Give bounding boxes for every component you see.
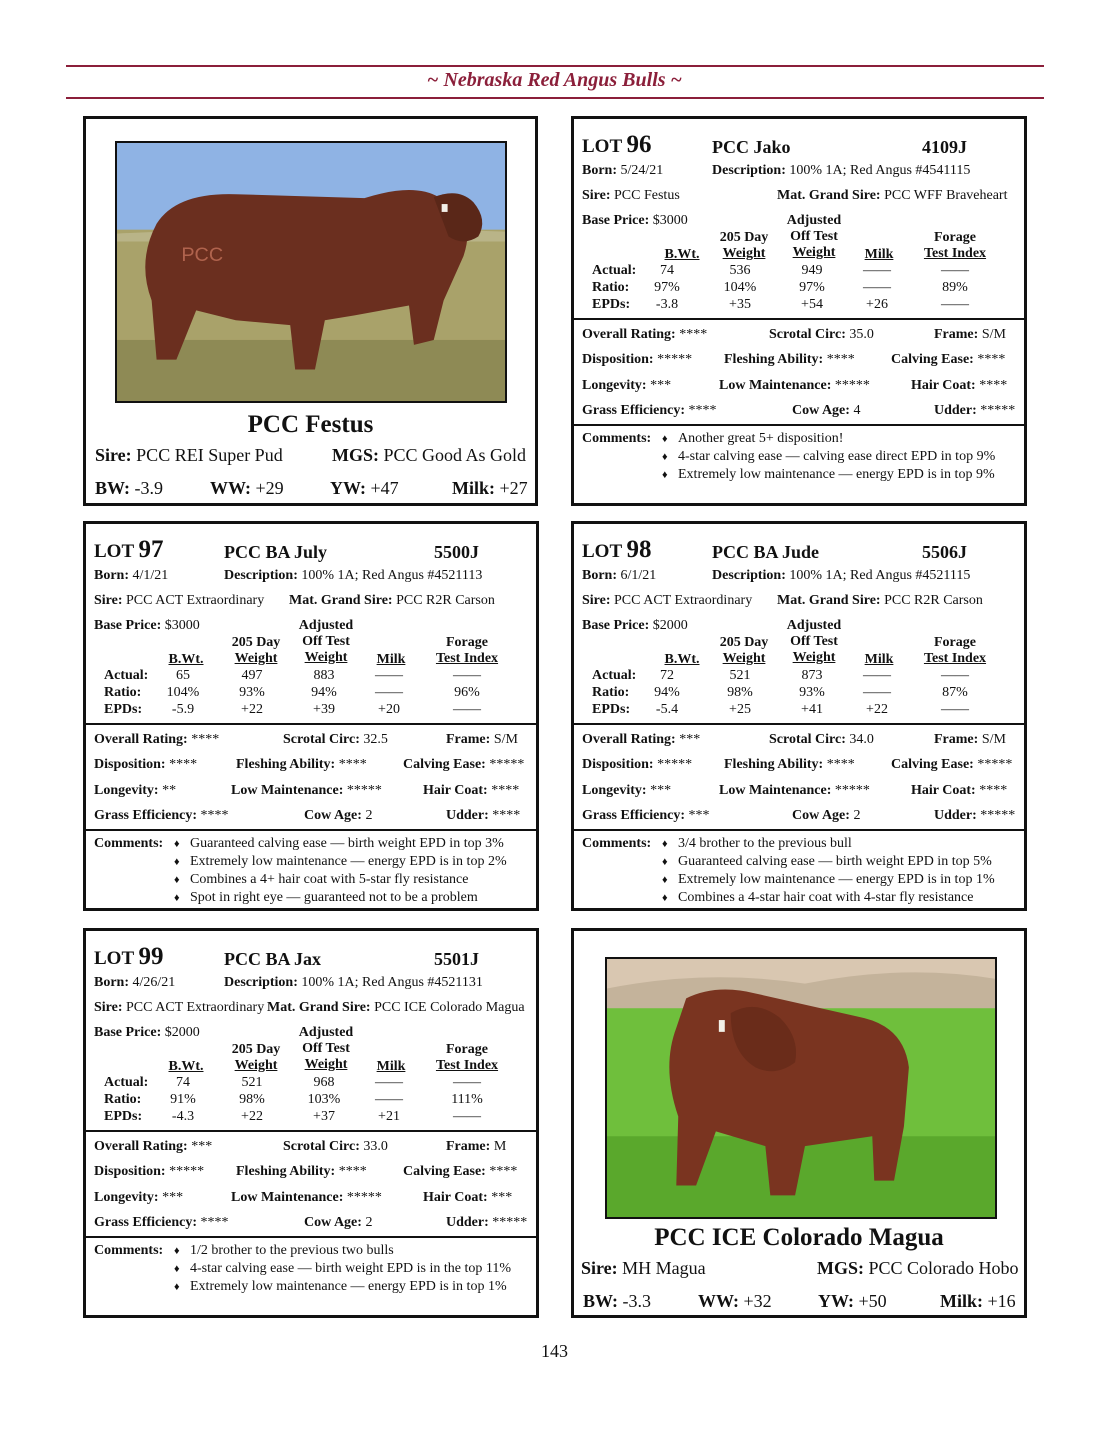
epds-label: EPDs: [104,1109,143,1124]
longevity: Longevity: *** [582,783,672,798]
epd-205: +22 [241,702,263,717]
sire-line-magua [581,1258,706,1279]
actual-forage: —— [941,263,969,278]
epds-label: EPDs: [592,297,631,312]
calving-ease: Calving Ease: ***** [891,757,1013,772]
hair-coat: Hair Coat: **** [423,783,520,798]
grass-efficiency: Grass Efficiency: **** [94,808,229,823]
disposition: Disposition: ***** [582,757,693,772]
comments-label: Comments: [94,1243,164,1258]
lot-number: LOT 99 [94,943,164,970]
born-row: Born: 4/1/21 Description: 100% 1A; Red Angus #4521113 [94,568,483,583]
ww-magua: WW: +32 [698,1291,772,1311]
udder: Udder: ***** [934,403,1016,418]
frame: Frame: S/M [934,327,1006,342]
actual-bwt: 65 [176,668,190,683]
born-row: Born: 5/24/21 Description: 100% 1A; Red Angus #4541115 [582,163,971,178]
lot-name: PCC BA Jude [712,542,820,562]
bw-magua: BW: -3.3 [583,1291,652,1311]
cow-age: Cow Age: 2 [792,808,861,823]
ratio-forage: 111% [451,1092,483,1107]
comment-item: ♦ Extremely low maintenance — energy EPD is in top 9% [662,467,995,482]
lot-number: LOT 97 [94,536,164,563]
comment-item: ♦ Combines a 4-star hair coat with 4-star fly resistance [662,890,974,905]
grass-efficiency: Grass Efficiency: **** [582,403,717,418]
mgs-value: PCC Colorado Hobo [868,1258,1019,1278]
actual-205: 536 [729,263,751,278]
scrotal-circ: Scrotal Circ: 32.5 [283,732,388,747]
longevity: Longevity: ** [94,783,177,798]
comment-item: ♦ Extremely low maintenance — energy EPD is in top 1% [174,1279,507,1294]
frame: Frame: S/M [446,732,518,747]
page-title: ~ Nebraska Red Angus Bulls ~ [427,69,682,91]
lot-box-96 [571,116,1027,506]
epd-bwt: -3.8 [655,297,679,312]
comment-item: ♦ Extremely low maintenance — energy EPD is in top 1% [662,872,995,887]
ratio-205: 104% [723,280,757,295]
comment-item: ♦ 4-star calving ease — birth weight EPD is in the top 11% [174,1261,512,1276]
grass-efficiency: Grass Efficiency: *** [582,808,710,823]
ratio-label: Ratio: [104,1092,142,1107]
col-milk: Milk [864,652,894,667]
col-bwt: B.Wt. [168,1059,204,1074]
ratio-milk: —— [375,685,403,700]
epd-milk: +20 [378,702,400,717]
ratio-bwt: 97% [654,280,680,295]
epd-adj: +41 [801,702,823,717]
lot-name: PCC Jako [712,137,791,157]
lot-tag: 5500J [434,542,479,562]
mgs-label: MGS: [332,445,379,465]
sire-label: Sire: [581,1258,618,1278]
lot-name: PCC BA Jax [224,949,322,969]
frame: Frame: S/M [934,732,1006,747]
comment-item: ♦ Combines a 4+ hair coat with 5-star fly resistance [174,872,469,887]
actual-205: 497 [241,668,263,683]
udder: Udder: **** [446,808,521,823]
epd-forage: —— [941,297,969,312]
col-milk: Milk [376,1059,406,1074]
actual-label: Actual: [592,263,637,278]
col-adjusted: Adjusted Off Test Weight [298,618,354,665]
udder: Udder: ***** [934,808,1016,823]
low-maintenance: Low Maintenance: ***** [719,378,870,393]
actual-label: Actual: [104,1075,149,1090]
sire-box-festus [83,116,538,506]
epd-milk: +26 [866,297,888,312]
col-205: 205 Day Weight [719,230,769,261]
col-adjusted: Adjusted Off Test Weight [298,1025,354,1072]
actual-adj: 873 [801,668,823,683]
col-205: 205 Day Weight [231,635,281,666]
col-milk: Milk [864,247,894,262]
disposition: Disposition: **** [94,757,198,772]
base-price-row: Base Price: $2000 [94,1025,200,1040]
epds-label: EPDs: [104,702,143,717]
scrotal-circ: Scrotal Circ: 33.0 [283,1139,388,1154]
comment-item: ♦ 4-star calving ease — calving ease direct EPD in top 9% [662,449,996,464]
sire-row: Sire: PCC ACT Extraordinary Mat. Grand Sire: PCC R2R Carson [94,593,495,608]
ratio-adj: 97% [799,280,825,295]
divider [574,829,1024,831]
comment-item: ♦ Spot in right eye — guaranteed not to be a problem [174,890,478,905]
sire-row: Sire: PCC ACT Extraordinary Mat. Grand Sire: PCC ICE Colorado Magua [94,1000,525,1015]
ratio-bwt: 91% [170,1092,196,1107]
divider [86,829,536,831]
actual-milk: —— [863,668,891,683]
bull-photo-magua [605,957,997,1219]
lot-header [582,131,1016,163]
calving-ease: Calving Ease: **** [403,1164,518,1179]
sire-row: Sire: PCC ACT Extraordinary Mat. Grand Sire: PCC R2R Carson [582,593,983,608]
epd-bwt: -5.4 [655,702,679,717]
bull-photo-festus-image [117,143,505,401]
comments-label: Comments: [582,431,652,446]
ratio-205: 93% [239,685,265,700]
fleshing-ability: Fleshing Ability: **** [236,1164,367,1179]
longevity: Longevity: *** [94,1190,184,1205]
sire-box-magua [571,928,1027,1318]
actual-bwt: 72 [660,668,674,683]
photo-brand: PCC [181,244,224,267]
actual-milk: —— [375,1075,403,1090]
fleshing-ability: Fleshing Ability: **** [724,757,855,772]
epds-label: EPDs: [592,702,631,717]
overall-rating: Overall Rating: *** [582,732,701,747]
base-price-row: Base Price: $2000 [582,618,688,633]
lot-box-98 [571,521,1027,911]
disposition: Disposition: ***** [94,1164,205,1179]
col-forage: Forage Test Index [435,1042,499,1073]
lot-header [94,943,528,975]
epd-forage: —— [453,1109,481,1124]
ratio-205: 98% [727,685,753,700]
actual-milk: —— [375,668,403,683]
bull-photo-festus [115,141,507,403]
comments-label: Comments: [94,836,164,851]
yw-magua: YW: +50 [818,1291,887,1311]
comment-item: ♦ Guaranteed calving ease — birth weight EPD in top 5% [662,854,992,869]
base-price-row: Base Price: $3000 [94,618,200,633]
comment-item: ♦ Guaranteed calving ease — birth weight EPD in top 3% [174,836,504,851]
udder: Udder: ***** [446,1215,528,1230]
col-bwt: B.Wt. [664,652,700,667]
low-maintenance: Low Maintenance: ***** [231,783,382,798]
actual-label: Actual: [104,668,149,683]
sire-value: PCC REI Super Pud [136,445,283,465]
ratio-label: Ratio: [104,685,142,700]
comments-label: Comments: [582,836,652,851]
comment-item: ♦ 3/4 brother to the previous bull [662,836,852,851]
ratio-label: Ratio: [592,685,630,700]
ratio-bwt: 94% [654,685,680,700]
col-205: 205 Day Weight [719,635,769,666]
epd-bwt: -5.9 [171,702,195,717]
calving-ease: Calving Ease: ***** [403,757,525,772]
ratio-label: Ratio: [592,280,630,295]
milk-magua: Milk: +16 [940,1291,1016,1311]
divider [86,1236,536,1238]
ww-festus: WW: +29 [210,478,284,498]
actual-label: Actual: [592,668,637,683]
bull-photo-magua-image [607,959,995,1217]
header-rule-bottom [66,97,1044,99]
actual-205: 521 [729,668,751,683]
sire-name-festus: PCC Festus [247,411,374,438]
lot-box-97 [83,521,539,911]
ratio-forage: 87% [942,685,968,700]
base-price-row: Base Price: $3000 [582,213,688,228]
hair-coat: Hair Coat: **** [911,783,1008,798]
sire-value: MH Magua [622,1258,706,1278]
lot-header [94,536,528,568]
mgs-value: PCC Good As Gold [383,445,527,465]
comment-item: ♦ Another great 5+ disposition! [662,431,844,446]
overall-rating: Overall Rating: *** [94,1139,213,1154]
fleshing-ability: Fleshing Ability: **** [236,757,367,772]
milk-festus: Milk: +27 [452,478,528,498]
col-adjusted: Adjusted Off Test Weight [786,618,842,665]
actual-forage: —— [453,1075,481,1090]
col-forage: Forage Test Index [435,635,499,666]
divider [574,318,1024,320]
longevity: Longevity: *** [582,378,672,393]
scrotal-circ: Scrotal Circ: 34.0 [769,732,874,747]
born-row: Born: 4/26/21 Description: 100% 1A; Red Angus #4521131 [94,975,483,990]
calving-ease: Calving Ease: **** [891,352,1006,367]
divider [574,723,1024,725]
sire-label: Sire: [95,445,132,465]
epd-bwt: -4.3 [171,1109,195,1124]
ratio-bwt: 104% [166,685,200,700]
lot-number: LOT 98 [582,536,652,563]
col-forage: Forage Test Index [923,635,987,666]
hair-coat: Hair Coat: *** [423,1190,513,1205]
cow-age: Cow Age: 2 [304,808,373,823]
lot-number: LOT 96 [582,131,652,158]
epd-adj: +54 [801,297,823,312]
actual-adj: 883 [313,668,335,683]
ratio-adj: 93% [799,685,825,700]
overall-rating: Overall Rating: **** [582,327,708,342]
hair-coat: Hair Coat: **** [911,378,1008,393]
lot-tag: 5506J [922,542,967,562]
ratio-forage: 89% [942,280,968,295]
col-adjusted: Adjusted Off Test Weight [786,213,842,260]
lot-tag: 5501J [434,949,479,969]
epd-milk: +22 [866,702,888,717]
epd-forage: —— [941,702,969,717]
disposition: Disposition: ***** [582,352,693,367]
comment-item: ♦ Extremely low maintenance — energy EPD is in top 2% [174,854,507,869]
header-rule-top [66,65,1044,67]
sire-name-magua: PCC ICE Colorado Magua [654,1224,944,1251]
cow-age: Cow Age: 2 [304,1215,373,1230]
cow-age: Cow Age: 4 [792,403,861,418]
divider [574,424,1024,426]
actual-205: 521 [241,1075,263,1090]
col-forage: Forage Test Index [923,230,987,261]
epd-adj: +39 [313,702,335,717]
lot-header [582,536,1016,568]
col-bwt: B.Wt. [664,247,700,262]
actual-bwt: 74 [660,263,674,278]
actual-adj: 968 [313,1075,335,1090]
col-205: 205 Day Weight [231,1042,281,1073]
sire-row: Sire: PCC Festus Mat. Grand Sire: PCC WFF Braveheart [582,188,1008,203]
mgs-line-festus [332,445,526,466]
ratio-milk: —— [863,685,891,700]
actual-forage: —— [941,668,969,683]
actual-bwt: 74 [176,1075,190,1090]
col-milk: Milk [376,652,406,667]
page-number: 143 [541,1341,568,1361]
mgs-line-magua [817,1258,1019,1279]
frame: Frame: M [446,1139,507,1154]
yw-festus: YW: +47 [330,478,399,498]
epd-milk: +21 [378,1109,400,1124]
epd-forage: —— [453,702,481,717]
mgs-label: MGS: [817,1258,864,1278]
bw-festus: BW: -3.9 [95,478,164,498]
actual-forage: —— [453,668,481,683]
actual-adj: 949 [801,263,823,278]
lot-box-99 [83,928,539,1318]
comment-item: ♦ 1/2 brother to the previous two bulls [174,1243,394,1258]
epd-205: +22 [241,1109,263,1124]
col-bwt: B.Wt. [168,652,204,667]
lot-name: PCC BA July [224,542,328,562]
low-maintenance: Low Maintenance: ***** [719,783,870,798]
ratio-milk: —— [375,1092,403,1107]
scrotal-circ: Scrotal Circ: 35.0 [769,327,874,342]
ratio-adj: 94% [311,685,337,700]
epd-adj: +37 [313,1109,335,1124]
ratio-milk: —— [863,280,891,295]
actual-milk: —— [863,263,891,278]
grass-efficiency: Grass Efficiency: **** [94,1215,229,1230]
divider [86,1130,536,1132]
low-maintenance: Low Maintenance: ***** [231,1190,382,1205]
lot-tag: 4109J [922,137,967,157]
ratio-205: 98% [239,1092,265,1107]
sire-line-festus [95,445,283,466]
ratio-forage: 96% [454,685,480,700]
divider [86,723,536,725]
epd-205: +25 [729,702,751,717]
ratio-adj: 103% [307,1092,341,1107]
overall-rating: Overall Rating: **** [94,732,220,747]
fleshing-ability: Fleshing Ability: **** [724,352,855,367]
born-row: Born: 6/1/21 Description: 100% 1A; Red Angus #4521115 [582,568,971,583]
epd-205: +35 [729,297,751,312]
